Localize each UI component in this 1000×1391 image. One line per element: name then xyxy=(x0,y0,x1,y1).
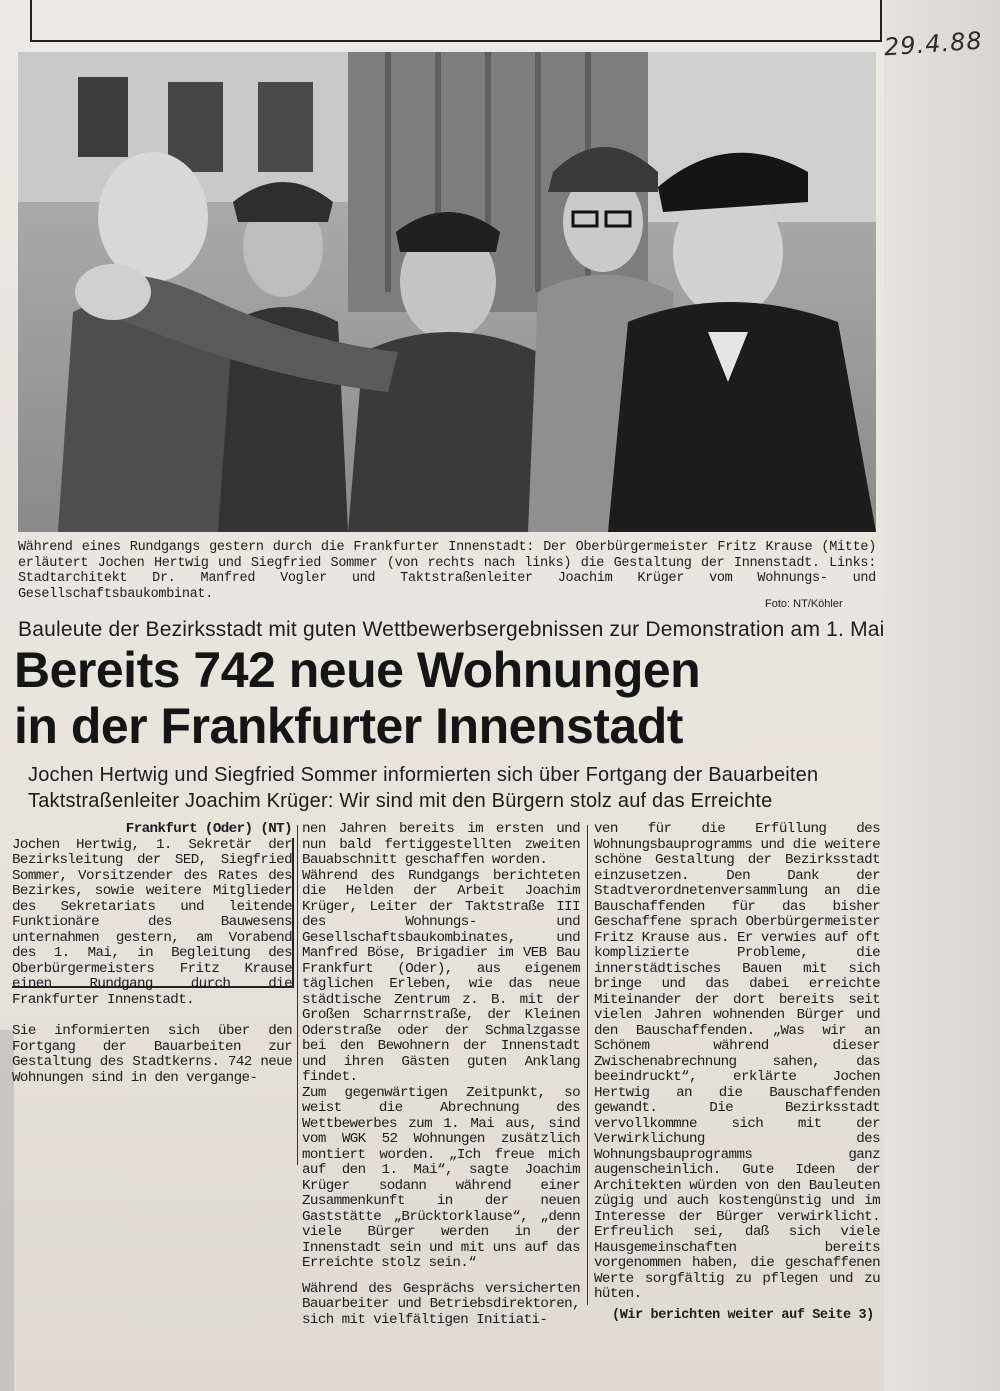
paragraph: Während des Gesprächs versicherten Bauarbeiter und Betriebsdirektoren, sich mit vielfältigen Initiati- xyxy=(302,1280,580,1328)
kicker-headline: Bauleute der Bezirksstadt mit guten Wettbewerbsergebnissen zur Demonstration am 1. Mai xyxy=(18,618,885,641)
paragraph: Jochen Hertwig, 1. Sekretär der Bezirksleitung der SED, Siegfried Sommer, Vorsitzender des Rates des Bezirkes, sowie weitere Mitglieder des Sekretariats und leitende Funktionäre des Bauwesens unternahmen gestern, am Vorabend des 1. Mai, in Begleitung des Oberbürgermeisters Fritz Krause einen Rundgang durch die Frankfurter Innenstadt. xyxy=(12,836,292,1008)
photo-illustration xyxy=(18,52,876,532)
news-photo xyxy=(18,52,876,532)
paragraph: Zum gegenwärtigen Zeitpunkt, so weist die Abrechnung des Wettbewerbes zum 1. Mai aus, sind vom WGK 52 Wohnungen zusätzlich montiert worden. „Ich freue mich auf den 1. Mai“, sagte Joachim Krüger sodann während einer Zusammenkunft in der neuen Gaststätte „Brücktorklause“, „denn viele Bürger werden in der Innenstadt sein und mit uns auf das Erreichte stolz sein.“ xyxy=(302,1084,580,1271)
subheadline-1: Jochen Hertwig und Siegfried Sommer informierten sich über Fortgang der Bauarbeiten xyxy=(28,764,819,786)
headline-line-1: Bereits 742 neue Wohnungen xyxy=(14,642,701,698)
subheadline-2: Taktstraßenleiter Joachim Krüger: Wir sind mit den Bürgern stolz auf das Erreichte xyxy=(28,790,773,812)
top-frame-box xyxy=(30,0,882,42)
article-column-2 xyxy=(302,822,580,1328)
paragraph: nen Jahren bereits im ersten und nun bald fertiggestellten zweiten Bauabschnitt geschaffen worden. xyxy=(302,821,580,868)
handwritten-date: 29.4.88 xyxy=(883,26,984,62)
dateline: Frankfurt (Oder) (NT) xyxy=(125,821,292,837)
main-headline xyxy=(14,642,700,754)
photo-caption: Während eines Rundgangs gestern durch die Frankfurter Innenstadt: Der Oberbürgermeister Fritz Krause (Mitte) erläutert Jochen Hertwig und Siegfried Sommer (von rechts nach links) die Gestaltung der Innenstadt. Links: Stadtarchitekt Dr. Manfred Vogler und Taktstraßenleiter Joachim Krüger vom Wohnungs- und Gesellschaftsbaukombinat. xyxy=(18,540,876,602)
column-separator xyxy=(587,825,588,1305)
paragraph: Sie informierten sich über den Fortgang der Bauarbeiten zur Gestaltung des Stadtkerns. 742 neue Wohnungen sind in den vergange- xyxy=(12,1023,292,1086)
paragraph: Während des Rundgangs berichteten die Helden der Arbeit Joachim Krüger, Leiter der Taktstraße III des Wohnungs- und Gesellschaftsbaukombinates, und Manfred Böse, Brigadier im VEB Bau Frankfurt (Oder), aus eigenem täglichen Erleben, wie das neue städtische Zentrum z. B. mit der Großen Scharrnstraße, der Kleinen Oderstraße oder der Schmalzgasse bei den Bewohnern der Innenstadt und ihren Gästen guten Anklang findet. xyxy=(302,867,580,1085)
continuation-note: (Wir berichten weiter auf Seite 3) xyxy=(612,1308,874,1323)
paragraph: ven für die Erfüllung des Wohnungsbauprogramms und die weitere schöne Gestaltung der Bezirksstadt einzusetzen. Den Dank der Stadtverordnetenversammlung an die Bauschaffenden für das bisher Geschaffene sprach Oberbürgermeister Fritz Krause aus. Er verwies auf oft komplizierte Probleme, die innerstädtisches Bauen mit sich bringe und das dabei erreichte Miteinander der dort bereits seit vielen Jahren wohnenden Bürger und den Bauschaffenden. „Was wir an Schönem während dieser Zwischenabrechnung sahen, das beeindruckt“, erklärte Jochen Hertwig an die Bauschaffenden gewandt. Die Bezirksstadt vervollkommne sich mit der Verwirklichung des Wohnungsbauprogramms ganz augenscheinlich. Gute Ideen der Architekten würden von den Bauleuten zügig und auch kostengünstig und im Interesse der Bürger verwirklicht. Erfreulich sei, daß sich viele Hausgemeinschaften bereits vorgenommen haben, die geschaffenen Werte sorgfältig zu pflegen und zu hüten. xyxy=(594,821,880,1302)
headline-line-2: in der Frankfurter Innenstadt xyxy=(14,698,683,754)
article-column-1 xyxy=(12,822,292,1086)
article-column-3 xyxy=(594,822,880,1303)
background-surface xyxy=(884,0,1000,1391)
photo-credit: Foto: NT/Köhler xyxy=(765,598,843,610)
column-separator xyxy=(297,825,298,1165)
